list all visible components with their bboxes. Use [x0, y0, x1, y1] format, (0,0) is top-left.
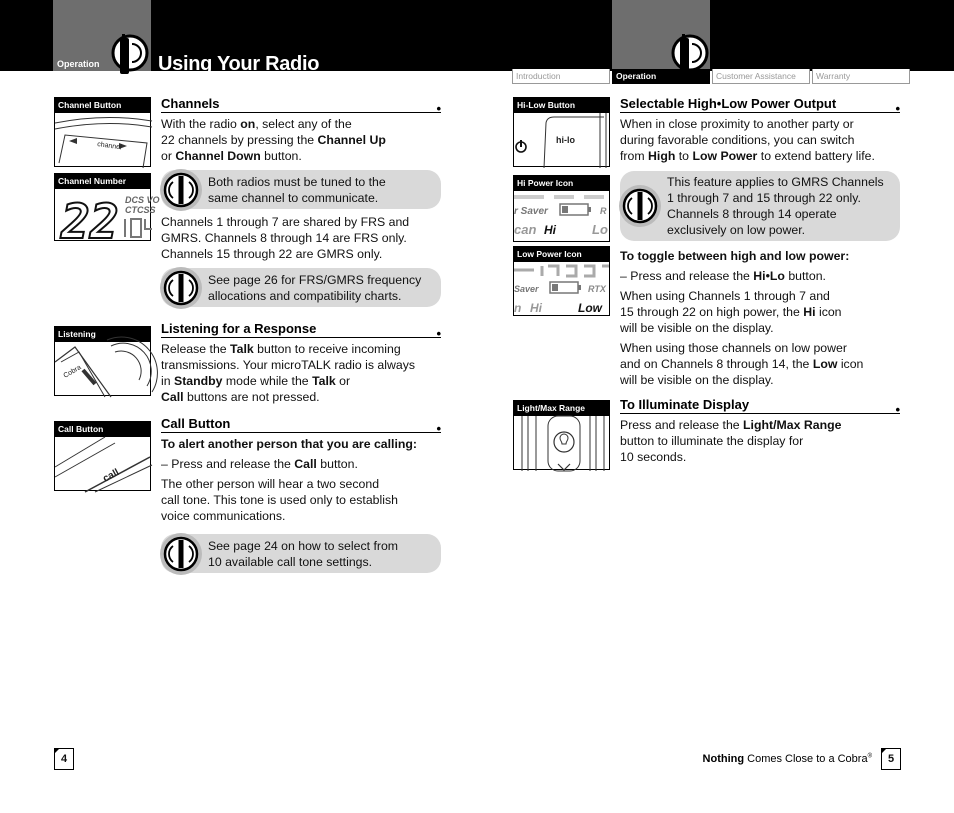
note-frequency-charts — [161, 268, 441, 307]
lcd-lo-label: Lo — [592, 222, 608, 237]
heading-text: To Illuminate Display — [620, 397, 750, 412]
thumb-caption: Low Power Icon — [514, 247, 609, 262]
thumb-hi-power-icon — [513, 175, 610, 242]
low-power-lcd-display — [514, 262, 611, 317]
page-title: Using Your Radio — [158, 53, 320, 75]
listening-illustration — [55, 342, 152, 397]
nav-tab-introduction[interactable]: Introduction — [512, 69, 610, 84]
heading-bullet: • — [436, 326, 441, 341]
nav-tab-operation[interactable]: Operation — [612, 69, 710, 84]
call-step: – Press and release the Call button. — [161, 457, 358, 471]
listening-paragraph: Release the Talk button to receive incoming transmissions. Your microTALK radio is always in Standby mode while the Talk or Call buttons are not pressed. — [161, 342, 416, 404]
thumb-caption: Listening — [55, 327, 150, 342]
power-subheading: To toggle between high and low power: — [620, 249, 850, 263]
lcd-low-icon: Low — [578, 301, 602, 315]
heading-text: Listening for a Response — [161, 321, 317, 336]
info-note-icon — [159, 266, 203, 310]
illuminate-paragraph: Press and release the Light/Max Range button to illuminate the display for 10 seconds. — [620, 418, 842, 464]
thumb-caption: Call Button — [55, 422, 150, 437]
thumb-listening — [54, 326, 151, 396]
heading-bullet: • — [436, 101, 441, 116]
note-text: Both radios must be tuned to the same channel to communicate. — [208, 175, 386, 205]
thumb-channel-button — [54, 97, 151, 167]
lcd-saver-label: Saver — [514, 284, 539, 294]
call-button-illustration — [55, 437, 152, 492]
lcd-saver-label: r Saver — [514, 206, 548, 217]
lcd-rtx-label: RTX — [588, 284, 606, 294]
light-max-range-illustration — [514, 416, 611, 471]
thumb-caption: Channel Number — [55, 174, 150, 189]
walkie-talkie-logo-icon — [110, 34, 150, 76]
call-label: call — [101, 467, 122, 485]
nav-tab-warranty[interactable]: Warranty — [812, 69, 910, 84]
heading-text: Selectable High•Low Power Output — [620, 96, 837, 111]
heading-text: Call Button — [161, 416, 231, 431]
lcd-n-label: n — [514, 301, 522, 315]
hi-power-lcd-display — [514, 191, 611, 243]
channels-paragraph-1: With the radio on, select any of the 22 channels by pressing the Channel Up or Channel Down button. — [161, 117, 386, 163]
section-heading-call-button — [161, 416, 441, 436]
hilo-label: hi-lo — [556, 135, 575, 145]
thumb-call-button — [54, 421, 151, 491]
thumb-light-max-range — [513, 400, 610, 470]
thumb-low-power-icon — [513, 246, 610, 316]
info-note-icon — [159, 532, 203, 576]
note-gmrs-channels — [620, 171, 900, 241]
section-tab-label: Operation — [57, 59, 100, 69]
channels-paragraph-2: Channels 1 through 7 are shared by FRS and GMRS. Channels 8 through 14 are FRS only. Channels 15 through 22 are GMRS only. — [161, 215, 410, 261]
note-text: This feature applies to GMRS Channels 1 through 7 and 15 through 22 only. Channels 8 through 14 operate exclusively on low power. — [667, 175, 884, 237]
lcd-hi-icon: Hi — [544, 223, 556, 237]
note-same-channel — [161, 170, 441, 209]
power-step: – Press and release the Hi•Lo button. — [620, 269, 826, 283]
lcd-channel-display — [55, 189, 160, 250]
page-number-left: 4 — [54, 748, 74, 770]
section-heading-listening — [161, 321, 441, 341]
section-heading-illuminate — [620, 397, 900, 417]
cobra-brand-label: Cobra — [62, 364, 83, 380]
nav-tab-customer-assistance[interactable]: Customer Assistance — [712, 69, 810, 84]
lcd-ctcss-label: CTCSS — [125, 205, 156, 215]
section-heading-channels — [161, 96, 441, 116]
info-note-icon — [159, 168, 203, 212]
thumb-caption: Channel Button — [55, 98, 150, 113]
call-subheading: To alert another person that you are calling: — [161, 437, 418, 451]
power-paragraph: When in close proximity to another party or during favorable conditions, you can switch from High to Low Power to extend battery life. — [620, 117, 875, 163]
lcd-dcs-label: DCS VO — [125, 195, 160, 205]
lcd-r-label: R — [600, 206, 607, 216]
thumb-channel-number — [54, 173, 160, 250]
power-paragraph-2: When using Channels 1 through 7 and 15 through 22 on high power, the Hi icon will be visible on the display. — [620, 289, 842, 335]
section-heading-power-output — [620, 96, 900, 116]
channel-button-illustration — [55, 113, 152, 168]
page-number-right: 5 — [881, 748, 901, 770]
lcd-scan-label: can — [514, 222, 537, 237]
note-call-tone — [161, 534, 441, 573]
power-paragraph-3: When using those channels on low power and on Channels 8 through 14, the Low icon will be visible on the display. — [620, 341, 864, 387]
hilow-button-illustration — [514, 113, 611, 168]
heading-bullet: • — [436, 421, 441, 436]
heading-text: Channels — [161, 96, 220, 111]
thumb-caption: Hi Power Icon — [514, 176, 609, 191]
thumb-caption: Hi-Low Button — [514, 98, 609, 113]
heading-bullet: • — [895, 101, 900, 116]
lcd-hi-label: Hi — [530, 301, 542, 315]
call-paragraph: The other person will hear a two second call tone. This tone is used only to establish voice communications. — [161, 477, 398, 523]
info-note-icon — [618, 184, 662, 228]
thumb-hilow-button — [513, 97, 610, 167]
lcd-channel-digits: 22 — [61, 194, 119, 250]
footer-tagline: Nothing Comes Close to a Cobra® — [702, 753, 872, 765]
note-text: See page 24 on how to select from 10 available call tone settings. — [208, 539, 399, 569]
note-text: See page 26 for FRS/GMRS frequency allocations and compatibility charts. — [208, 273, 422, 303]
thumb-caption: Light/Max Range — [514, 401, 609, 416]
channel-label: channel — [96, 141, 122, 152]
heading-bullet: • — [895, 402, 900, 417]
